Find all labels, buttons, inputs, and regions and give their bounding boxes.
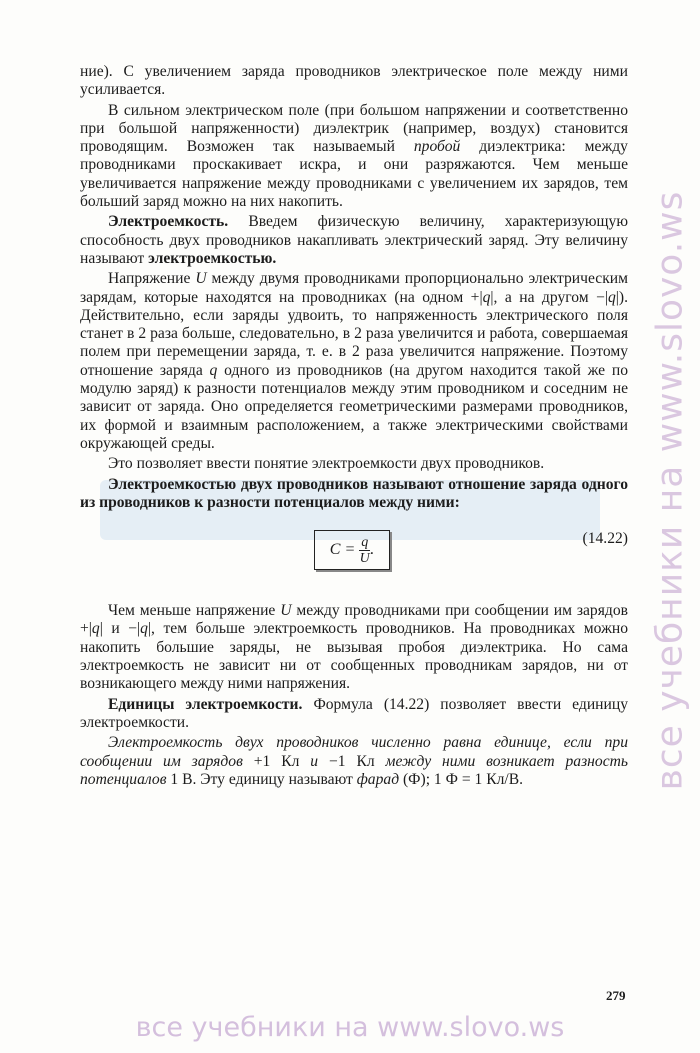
text: +1 Кл bbox=[242, 752, 311, 770]
text: Чем меньше напряжение bbox=[108, 602, 281, 620]
text: Формула (14.22) позволяет ввести единицу электроемкости. bbox=[80, 695, 628, 731]
text-em: и bbox=[310, 752, 319, 770]
section-heading-units: Единицы электроемкости. bbox=[108, 695, 303, 713]
var-U: U bbox=[195, 270, 207, 288]
var-U: U bbox=[280, 602, 292, 620]
term-capacitance: электроемкостью. bbox=[148, 249, 277, 267]
text: Напряжение bbox=[108, 270, 196, 288]
formula-numerator: q bbox=[361, 534, 369, 550]
text: |). Действительно, если заряды удвоить, то напряженность электрического поля станет в 2 раза больше, следовательно, в 2 раза увеличится и работа, совершаемая полем при перемещении заряда, т. е. в 2 раза увеличится напряжение. Поэтому отношение заряда bbox=[80, 288, 628, 379]
text: между проводниками при сообщении им зарядов +| bbox=[80, 602, 628, 638]
paragraph-7 bbox=[80, 602, 628, 693]
formula-box bbox=[314, 530, 390, 570]
text: | и −| bbox=[99, 620, 141, 638]
definition-farad: Электроемкость двух проводников численно равна единице, если при сообщении им зарядов bbox=[80, 734, 628, 770]
var-q: q bbox=[607, 288, 616, 306]
paragraph-1 bbox=[80, 63, 628, 100]
text: −1 Кл bbox=[318, 752, 386, 770]
paragraph-9 bbox=[80, 734, 628, 789]
var-q: q bbox=[209, 361, 218, 379]
formula-denominator: U bbox=[359, 550, 370, 566]
page-number: 279 bbox=[606, 988, 626, 1003]
text: Введем физическую величину, характеризующую способность двух проводников накапливать электрический заряд. Эту величину называют bbox=[80, 213, 628, 267]
watermark-bottom[interactable]: все учебники на www.slovo.ws bbox=[135, 1012, 565, 1043]
text: одного из проводников (на другом находится такой же по модулю заряд) к разности потенциалов между этим проводником и соседним не зависит от заряда. Оно определяется геометрическими размерами проводников, их формой и взаимным расположением, а также электрическими свойствами окружающей среды. bbox=[80, 361, 628, 452]
section-heading-capacitance: Электроемкость. bbox=[108, 213, 229, 231]
formula-trail: . bbox=[370, 540, 375, 558]
paragraph-3 bbox=[80, 213, 628, 268]
page-body bbox=[80, 63, 628, 791]
term-farad: фарад bbox=[356, 770, 400, 788]
paragraph-4 bbox=[80, 270, 628, 453]
watermark-side-text: все учебники на www.slovo.ws bbox=[649, 190, 691, 790]
formula-number: (14.22) bbox=[582, 530, 628, 548]
term-breakdown: пробой bbox=[413, 138, 461, 156]
definition-text: Электроемкостью двух проводников называют отношение заряда одного из проводников к разности потенциалов между ними: bbox=[80, 475, 628, 511]
text: |, тем больше электроемкость проводников. На проводниках можно накопить большие заряды, не вызывая пробоя диэлектрика. Но сама электроемкость не зависит ни от сообщенных проводникам зарядов, ни от возникающего между ними напряжения. bbox=[80, 620, 628, 693]
text: диэлектрика: между проводниками проскакивает искра, и они разряжаются. Чем меньше увеличивается напряжение между проводниками с увеличением их зарядов, тем больший заряд можно на них накопить. bbox=[80, 138, 628, 211]
paragraph-2 bbox=[80, 102, 628, 212]
watermark-side bbox=[648, 60, 692, 920]
text: 1 В. Эту единицу называют bbox=[166, 770, 357, 788]
var-q: q bbox=[91, 620, 100, 638]
formula-row bbox=[80, 524, 628, 594]
text: В сильном электрическом поле (при большом напряжении и соответственно при большой напряженности) диэлектрик (например, воздух) становится проводящим. Возможен так называемый bbox=[80, 101, 628, 156]
text: между двумя проводниками пропорционально электрическим зарядам, которые находятся на проводниках (на одном +| bbox=[80, 270, 628, 306]
paragraph-8 bbox=[80, 696, 628, 733]
paragraph-5 bbox=[80, 455, 628, 473]
text-em: между ними возникает разность потенциалов bbox=[80, 752, 628, 788]
var-q: q bbox=[140, 620, 148, 638]
var-q: q bbox=[482, 288, 491, 306]
formula-fraction bbox=[359, 535, 370, 566]
formula-lhs: C = bbox=[329, 540, 356, 558]
text: (Ф); 1 Ф = 1 Кл/В. bbox=[399, 770, 524, 788]
text: ние). С увеличением заряда проводников электрическое поле между ними усиливается. bbox=[80, 63, 628, 99]
definition-capacitance bbox=[80, 476, 628, 513]
text: |, а на другом −| bbox=[490, 288, 608, 306]
text: Это позволяет ввести понятие электроемкости двух проводников. bbox=[108, 455, 545, 473]
